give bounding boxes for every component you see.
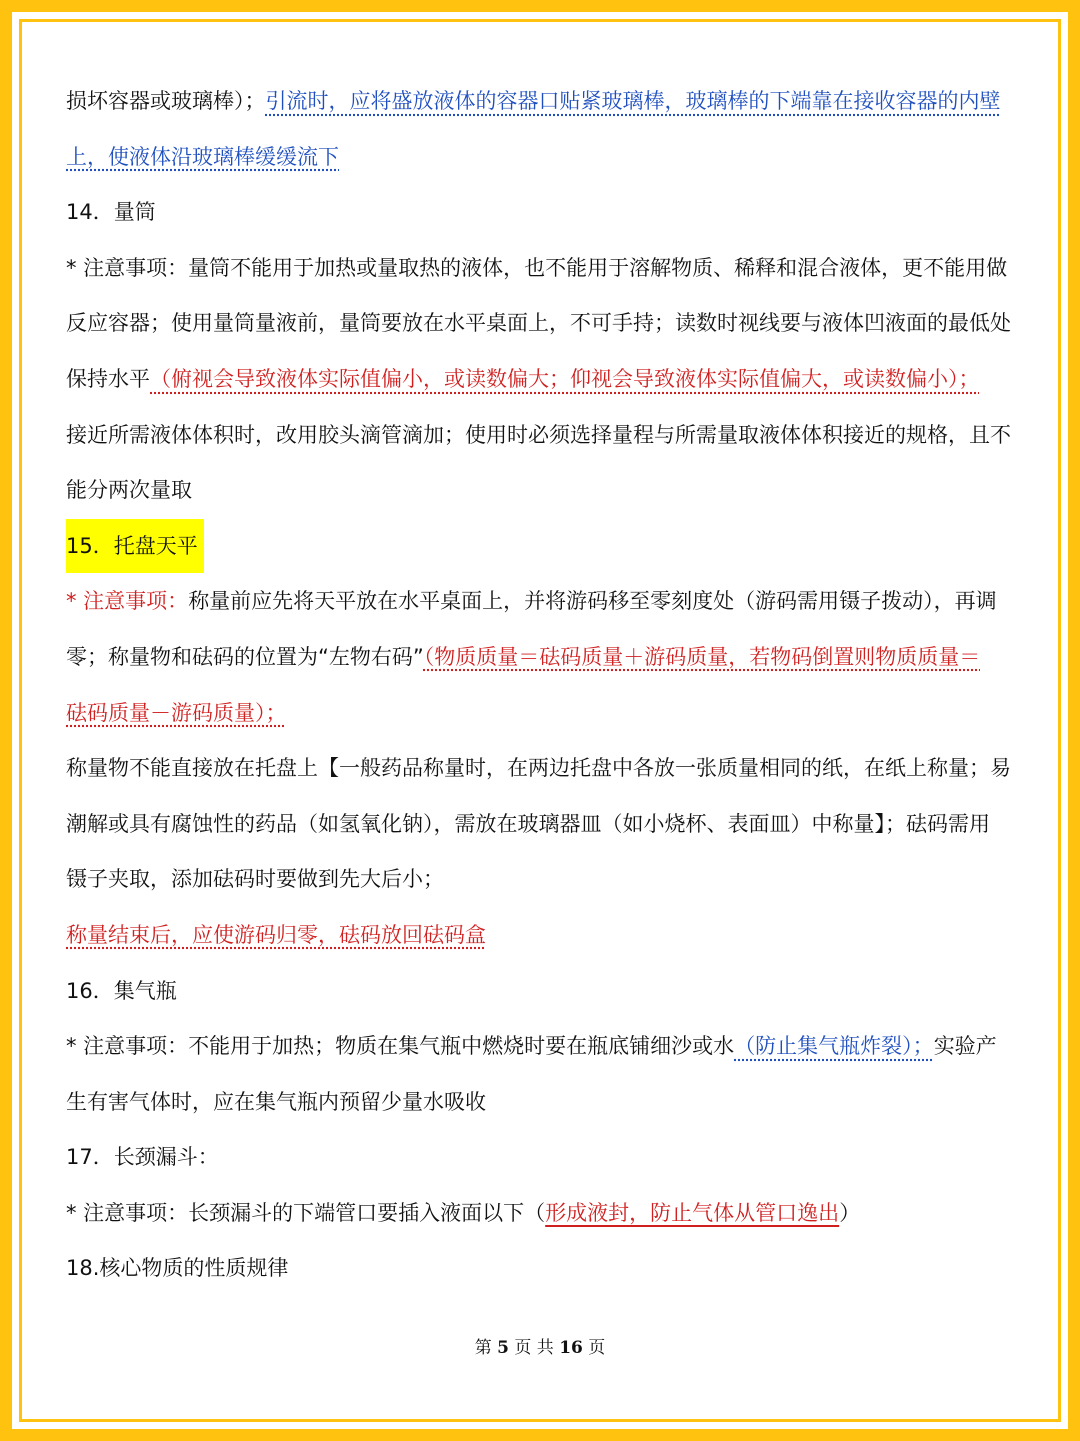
footer-text: 页 共 (514, 1338, 554, 1358)
text-run: 镊子夹取，添加砝码时要做到先大后小； (66, 867, 444, 892)
text-run: * 注意事项：不能用于加热；物质在集气瓶中燃烧时要在瓶底铺细沙或水 (66, 1034, 735, 1059)
red-emphasis: 形成液封，防止气体从管口逸出 (545, 1200, 840, 1225)
text-run: * 注意事项：量筒不能用于加热或量取热的液体，也不能用于溶解物质、稀释和混合液体，更不能用做 (66, 255, 1008, 280)
text-run: 能分两次量取 (66, 478, 192, 503)
section-heading-17 (66, 1130, 1016, 1186)
blue-emphasis: 上，使液体沿玻璃棒缓缓流下 (66, 144, 339, 169)
text-run: 损坏容器或玻璃棒）； (66, 89, 266, 113)
total-pages: 16 (559, 1338, 583, 1358)
section-heading-16 (66, 964, 1016, 1020)
section-heading-18 (66, 1241, 1016, 1297)
red-emphasis: 砝码质量－游码质量）； (66, 700, 287, 725)
footer-text: 第 (474, 1338, 492, 1358)
text-line (66, 1186, 1016, 1242)
text-run: 零；称量物和砝码的位置为“左物右码” (66, 644, 424, 669)
section-title: 17．长颈漏斗： (66, 1145, 219, 1170)
text-run: * 注意事项：长颈漏斗的下端管口要插入液面以下（ (66, 1200, 546, 1225)
text-line (66, 74, 1016, 130)
page-footer (0, 1333, 1080, 1358)
text-run: 生有害气体时，应在集气瓶内预留少量水吸收 (66, 1089, 486, 1114)
text-line (66, 296, 1016, 352)
text-line (66, 574, 1016, 630)
section-title: 16．集气瓶 (66, 978, 177, 1003)
text-line (66, 408, 1016, 464)
blue-emphasis: 引流时，应将盛放液体的容器口贴紧玻璃棒，玻璃棒的下端靠在接收容器的内壁 (265, 89, 1001, 113)
red-emphasis: （物质质量＝砝码质量＋游码质量，若物码倒置则物质质量＝ (423, 644, 981, 669)
red-emphasis: 称量结束后，应使游码归零，砝码放回砝码盒 (66, 922, 486, 947)
section-heading-14 (66, 185, 1016, 241)
section-heading-15 (66, 519, 1016, 575)
text-line (66, 130, 1016, 186)
blue-emphasis: （防止集气瓶炸裂）； (734, 1034, 934, 1059)
section-title: 14．量筒 (66, 200, 156, 225)
text-run: 反应容器；使用量筒量液前，量筒要放在水平桌面上，不可手持；读数时视线要与液体凹液面的最低处 (66, 311, 1011, 336)
text-run: 潮解或具有腐蚀性的药品（如氢氧化钠），需放在玻璃器皿（如小烧杯、表面皿）中称量】；砝码需用 (66, 811, 990, 836)
red-emphasis: （俯视会导致液体实际值偏小，或读数偏大；仰视会导致液体实际值偏大，或读数偏小）； (150, 366, 980, 391)
text-run: 称量前应先将天平放在水平桌面上，并将游码移至零刻度处（游码需用镊子拨动），再调 (188, 589, 997, 614)
text-line (66, 463, 1016, 519)
text-line (66, 741, 1016, 797)
text-line (66, 241, 1016, 297)
text-line (66, 352, 1016, 408)
highlighted-section-title: 15．托盘天平 (66, 519, 204, 573)
text-line (66, 686, 1016, 742)
text-line (66, 1075, 1016, 1131)
page-number: 5 (497, 1338, 509, 1358)
text-line (66, 630, 1016, 686)
document-body (66, 74, 1016, 1297)
text-line (66, 797, 1016, 853)
text-line (66, 852, 1016, 908)
text-run: 保持水平 (66, 366, 150, 391)
text-run: 实验产 (933, 1034, 997, 1059)
text-run: ） (839, 1200, 861, 1225)
section-title: 18.核心物质的性质规律 (66, 1256, 289, 1281)
red-label: * 注意事项： (66, 589, 189, 614)
footer-text: 页 (588, 1338, 606, 1358)
text-run: 称量物不能直接放在托盘上【一般药品称量时，在两边托盘中各放一张质量相同的纸，在纸上称量；易 (66, 756, 1011, 781)
text-line (66, 1019, 1016, 1075)
text-run: 接近所需液体体积时，改用胶头滴管滴加；使用时必须选择量程与所需量取液体体积接近的规格，且不 (66, 422, 1011, 447)
text-line (66, 908, 1016, 964)
